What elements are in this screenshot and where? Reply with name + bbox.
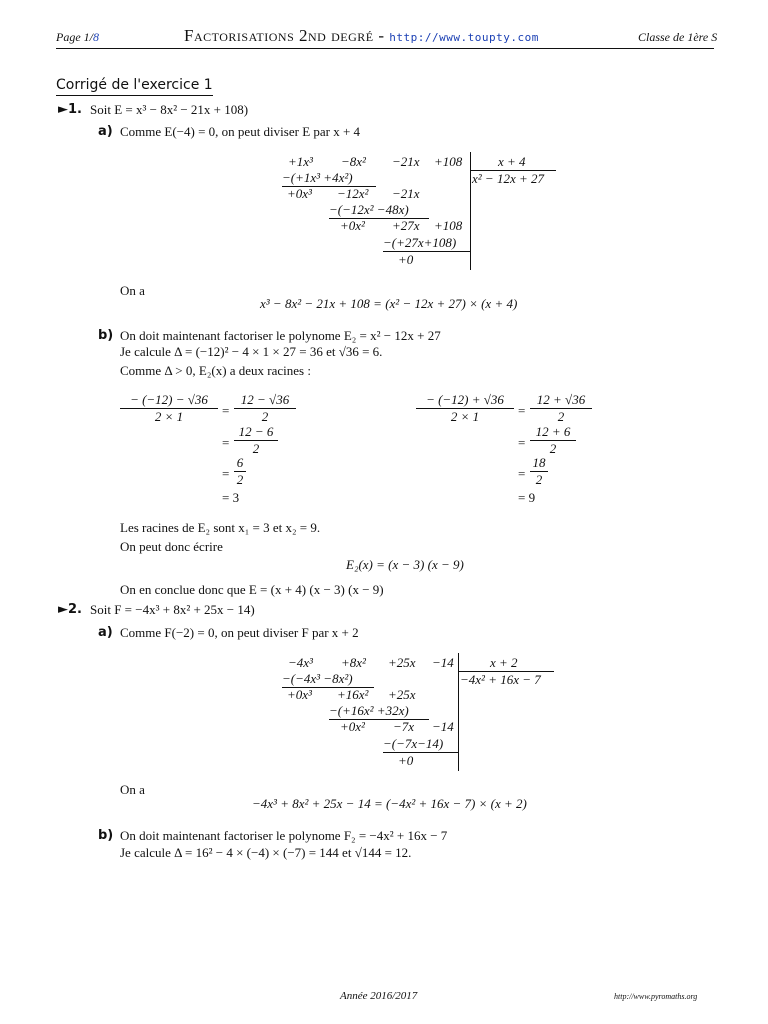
q2-div-row5-c1: +0x² [340, 719, 365, 734]
root2-frac4 [530, 456, 548, 487]
header-rule [56, 48, 714, 49]
q1-div-row1-c2: −8x² [341, 154, 366, 169]
root1-frac1 [120, 393, 218, 424]
root2-frac4-den: 2 [535, 472, 543, 487]
q1-div-row3-c1: +0x³ [287, 186, 312, 201]
root1-frac4-den: 2 [236, 472, 244, 487]
root2-frac2-den: 2 [557, 409, 565, 424]
q1-div-row1-c1: +1x³ [288, 154, 313, 169]
footer-site[interactable]: http://www.pyromaths.org [614, 992, 698, 1001]
q2-div-row3-c3: +25x [388, 687, 416, 702]
header-title [184, 26, 539, 46]
q2-div-rule3 [383, 752, 458, 753]
q2-divisor: x + 2 [490, 655, 518, 670]
q2-a-label: a) [98, 625, 113, 640]
q2-div-row1-c3: +25x [388, 655, 416, 670]
page-number [56, 30, 99, 45]
q2-div-row3-c2: +16x² [337, 687, 369, 702]
footer-year: Année 2016/2017 [340, 990, 418, 1002]
q2-div-row1-c2: +8x² [341, 655, 366, 670]
root2-eq1: = [518, 403, 526, 418]
root1-eq2: = [222, 435, 230, 450]
root2-frac1 [416, 393, 514, 424]
class-label: Classe de 1ère S [638, 30, 718, 44]
root1-frac3 [234, 425, 278, 456]
q2-quotient: −4x² + 16x − 7 [460, 672, 541, 687]
q2-b-line1: On doit maintenant factoriser le polynome F₂ = −4x² + 16x − 7 [120, 828, 448, 843]
q1-b-line2: Je calcule Δ = (−12)² − 4 × 1 × 27 = 36 et √36 = 6. [120, 344, 383, 359]
q2-b-line2: Je calcule Δ = 16² − 4 × (−4) × (−7) = 144 et √144 = 12. [120, 845, 412, 860]
root1-frac1-num: − (−12) − √36 [130, 392, 208, 407]
root1-eq1: = [222, 403, 230, 418]
q1-div-rule3 [383, 251, 470, 252]
root1-frac3-num: 12 − 6 [238, 424, 274, 439]
q1-b-label: b) [98, 328, 114, 343]
q2-div-row3-c1: +0x³ [287, 687, 312, 702]
q1-roots-line: Les racines de E₂ sont x₁ = 3 et x₂ = 9. [120, 520, 321, 535]
root2-frac3 [530, 425, 576, 456]
section-title: Corrigé de l'exercice 1 [56, 77, 213, 93]
q1-div-row1-c3: −21x [392, 154, 420, 169]
root1-frac2-num: 12 − √36 [240, 392, 290, 407]
q2-div-row7: +0 [398, 753, 414, 768]
root1-frac1-den: 2 × 1 [154, 409, 184, 424]
root2-frac1-den: 2 × 1 [450, 409, 480, 424]
q1-div-row1-c4: +108 [434, 154, 463, 169]
header-title-text: Factorisations 2nd degré - [184, 26, 385, 45]
q1-div-row3-c3: −21x [392, 186, 420, 201]
root2-frac2 [530, 393, 592, 424]
q1-marker: ►1. [58, 102, 82, 117]
root1-result: = 3 [222, 490, 240, 505]
q1-b-line3: Comme Δ > 0, E₂(x) a deux racines : [120, 363, 311, 378]
q1-div-row5-c2: +27x [392, 218, 420, 233]
q2-a-text: Comme F(−2) = 0, on peut diviser F par x + 2 [120, 625, 359, 640]
header-url-link[interactable]: http://www.toupty.com [389, 31, 539, 44]
q1-identity: x³ − 8x² − 21x + 108 = (x² − 12x + 27) × (x + 4) [260, 296, 518, 311]
root2-frac1-num: − (−12) + √36 [426, 392, 504, 407]
q1-div-row7: +0 [398, 252, 414, 267]
root1-frac2 [234, 393, 296, 424]
q1-quotient: x² − 12x + 27 [472, 171, 544, 186]
q1-divisor: x + 4 [498, 154, 526, 169]
q2-div-row1-c1: −4x³ [288, 655, 313, 670]
root1-frac2-den: 2 [261, 409, 269, 424]
q2-on-a: On a [120, 782, 145, 797]
q1-b-line1: On doit maintenant factoriser le polynome E₂ = x² − 12x + 27 [120, 328, 441, 343]
root2-frac3-den: 2 [549, 441, 557, 456]
q1-div-row4: −(−12x² −48x) [329, 202, 409, 217]
q1-div-row5-c1: +0x² [340, 218, 365, 233]
q2-div-row5-c2: −7x [393, 719, 415, 734]
q2-statement: Soit F = −4x³ + 8x² + 25x − 14) [90, 602, 255, 617]
q2-div-row6: −(−7x−14) [383, 736, 444, 751]
q1-write-line: On peut donc écrire [120, 539, 223, 554]
root2-result: = 9 [518, 490, 536, 505]
root2-eq3: = [518, 466, 526, 481]
q1-conclusion: On en conclue donc que E = (x + 4) (x − 3) (x − 9) [120, 582, 384, 597]
q2-div-row4: −(+16x² +32x) [329, 703, 409, 718]
q2-div-row5-c3: −14 [432, 719, 454, 734]
q1-a-text: Comme E(−4) = 0, on peut diviser E par x + 4 [120, 124, 361, 139]
root1-frac4 [234, 456, 246, 487]
root1-frac4-num: 6 [236, 455, 244, 470]
q2-div-row1-c4: −14 [432, 655, 454, 670]
root1-frac3-den: 2 [252, 441, 260, 456]
q1-div-row5-c3: +108 [434, 218, 463, 233]
q1-div-row2: −(+1x³ +4x²) [282, 170, 353, 185]
q2-b-label: b) [98, 828, 114, 843]
q1-on-a: On a [120, 283, 145, 298]
q1-div-row3-c2: −12x² [337, 186, 369, 201]
page-label: Page 1/ [56, 30, 93, 44]
q2-marker: ►2. [58, 602, 82, 617]
q1-statement: Soit E = x³ − 8x² − 21x + 108) [90, 102, 249, 117]
page-total-link[interactable]: 8 [93, 30, 99, 44]
root2-frac3-num: 12 + 6 [535, 424, 571, 439]
q1-e2-factor: E₂(x) = (x − 3) (x − 9) [346, 557, 464, 572]
q1-div-row6: −(+27x+108) [383, 235, 457, 250]
q2-identity: −4x³ + 8x² + 25x − 14 = (−4x² + 16x − 7) × (x + 2) [252, 796, 527, 811]
root2-frac2-num: 12 + √36 [536, 392, 586, 407]
root2-frac4-num: 18 [532, 455, 546, 470]
q1-a-label: a) [98, 124, 113, 139]
root2-eq2: = [518, 435, 526, 450]
q2-div-row2: −(−4x³ −8x²) [282, 671, 353, 686]
section-title-underline [56, 95, 213, 96]
root1-eq3: = [222, 466, 230, 481]
